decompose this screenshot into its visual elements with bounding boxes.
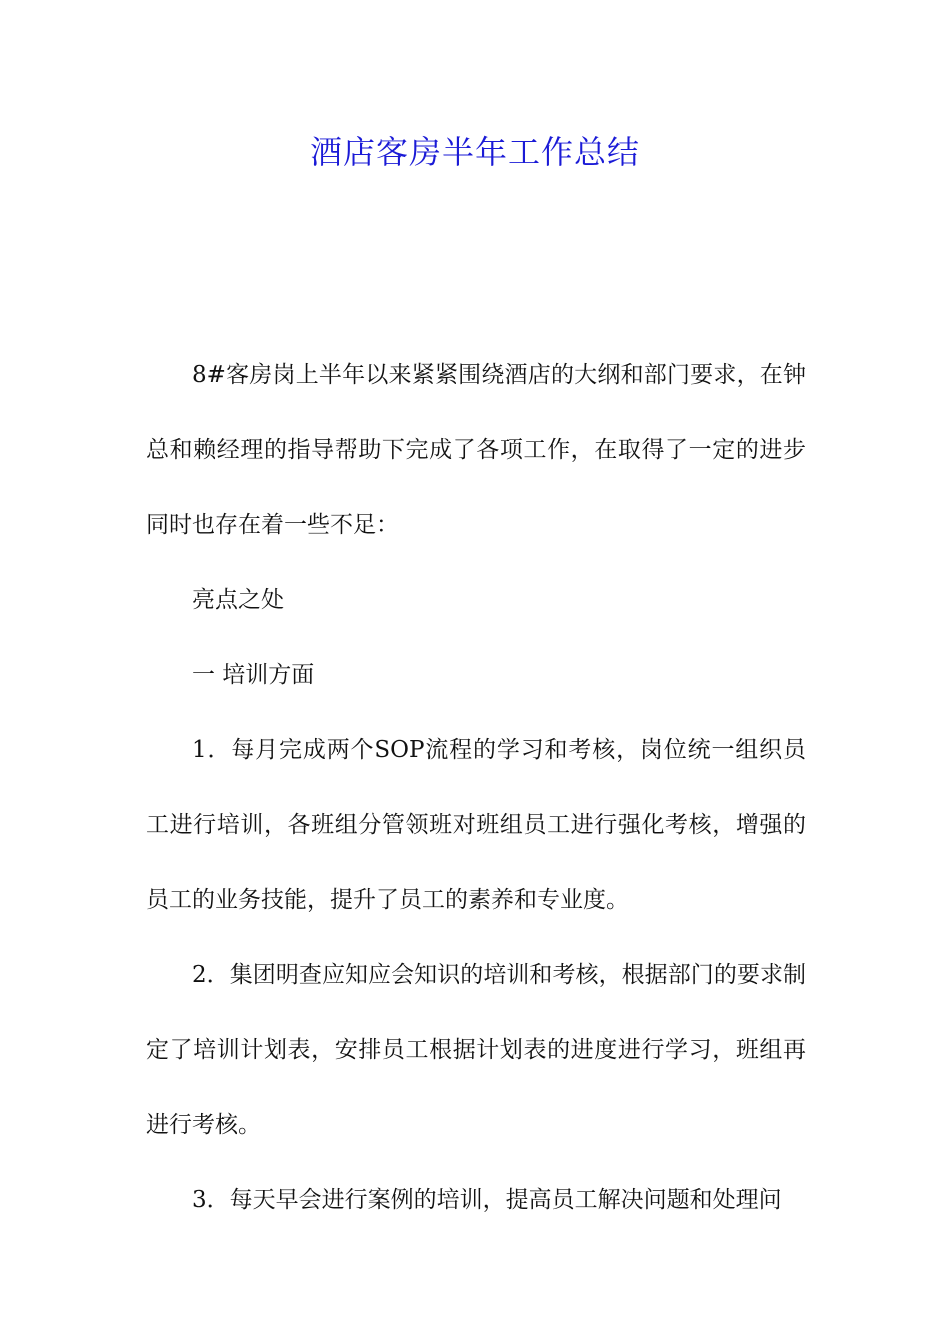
subsection-heading-training: 一 培训方面	[192, 662, 315, 688]
list-item-2: 2．集团明查应知应会知识的培训和考核，根据部门的要求制定了培训计划表，安排员工根据计划表的进度进行学习，班组再进行考核。	[146, 962, 806, 1138]
section-heading-highlights: 亮点之处	[192, 587, 284, 613]
list-item-1: 1．每月完成两个SOP流程的学习和考核，岗位统一组织员工进行培训，各班组分管领班对班组员工进行强化考核，增强的员工的业务技能，提升了员工的素养和专业度。	[146, 737, 806, 913]
document-title: 酒店客房半年工作总结	[309, 133, 640, 171]
intro-paragraph: 8#客房岗上半年以来紧紧围绕酒店的大纲和部门要求，在钟总和赖经理的指导帮助下完成了各项工作，在取得了一定的进步同时也存在着一些不足：	[146, 362, 806, 538]
document-body	[146, 338, 806, 1238]
list-item-3: 3．每天早会进行案例的培训，提高员工解决问题和处理问	[192, 1187, 782, 1213]
